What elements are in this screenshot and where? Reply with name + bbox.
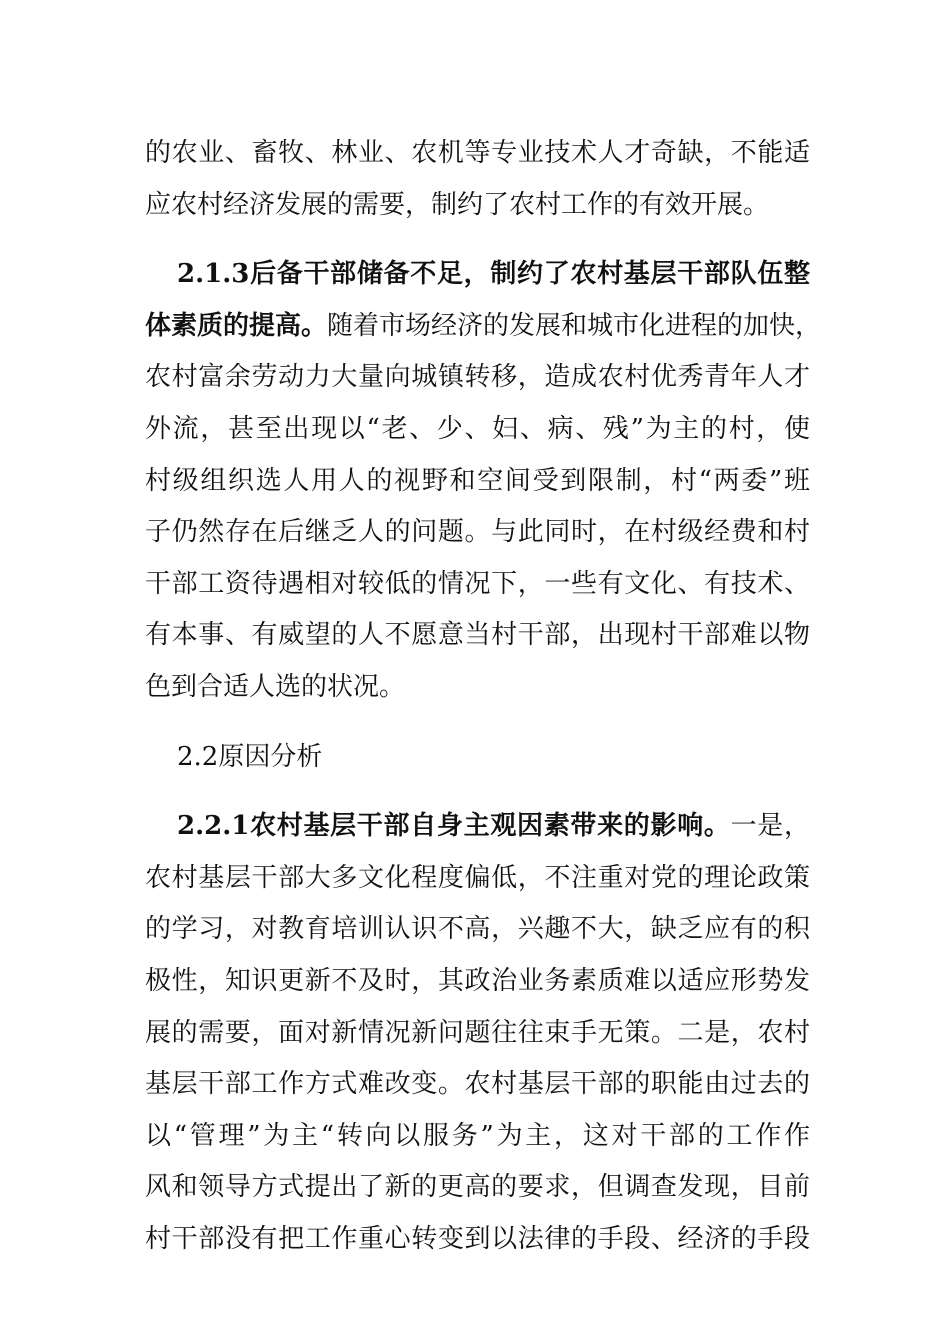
paragraph-line: 村干部没有把工作重心转变到以法律的手段、经济的手段 [145,1223,810,1254]
section-heading: 2.2原因分析 [177,741,323,772]
section-heading-bold: 2.2.1农村基层干部自身主观因素带来的影响。 [177,811,731,842]
paragraph-line: 极性，知识更新不及时，其政治业务素质难以适应形势发 [145,965,810,996]
paragraph-line: 子仍然存在后继乏人的问题。与此同时，在村级经费和村 [145,517,810,548]
paragraph-gap [145,231,810,249]
paragraph-line: 干部工资待遇相对较低的情况下，一些有文化、有技术、 [145,568,810,599]
paragraph-line: 风和领导方式提出了新的更高的要求，但调查发现，目前 [145,1172,810,1203]
paragraph-line [145,301,822,353]
paragraph-line: 以“管理”为主“转向以服务”为主，这对干部的工作作 [145,1120,810,1151]
paragraph-text: 一是， [730,811,810,842]
paragraph-line: 色到合适人选的状况。 [145,671,406,702]
paragraph-gap [145,714,810,732]
paragraph-line [145,249,810,301]
paragraph-line: 应农村经济发展的需要，制约了农村工作的有效开展。 [145,189,770,220]
paragraph-line [145,801,810,853]
section-heading-bold: 体素质的提高。 [145,310,328,341]
paragraph-line: 基层干部工作方式难改变。农村基层干部的职能由过去的 [145,1069,810,1100]
paragraph-line: 外流，甚至出现以“老、少、妇、病、残”为主的村，使 [145,413,810,444]
paragraph-line: 村级组织选人用人的视野和空间受到限制，村“两委”班 [145,465,810,496]
paragraph-line: 有本事、有威望的人不愿意当村干部，出现村干部难以物 [145,620,810,651]
paragraph-gap [145,783,810,801]
paragraph-line: 展的需要，面对新情况新问题往往束手无策。二是，农村 [145,1017,810,1048]
section-heading-bold: 2.1.3后备干部储备不足，制约了农村基层干部队伍整 [177,259,810,290]
document-body [145,128,822,1265]
paragraph-line: 的农业、畜牧、林业、农机等专业技术人才奇缺，不能适 [145,138,810,168]
paragraph-text: 随着市场经济的发展和城市化进程的加快， [327,310,822,341]
paragraph-line: 农村基层干部大多文化程度偏低，不注重对党的理论政策 [145,862,810,893]
paragraph-line: 农村富余劳动力大量向城镇转移，造成农村优秀青年人才 [145,362,810,393]
paragraph-line: 的学习，对教育培训认识不高，兴趣不大，缺乏应有的积 [145,914,810,945]
